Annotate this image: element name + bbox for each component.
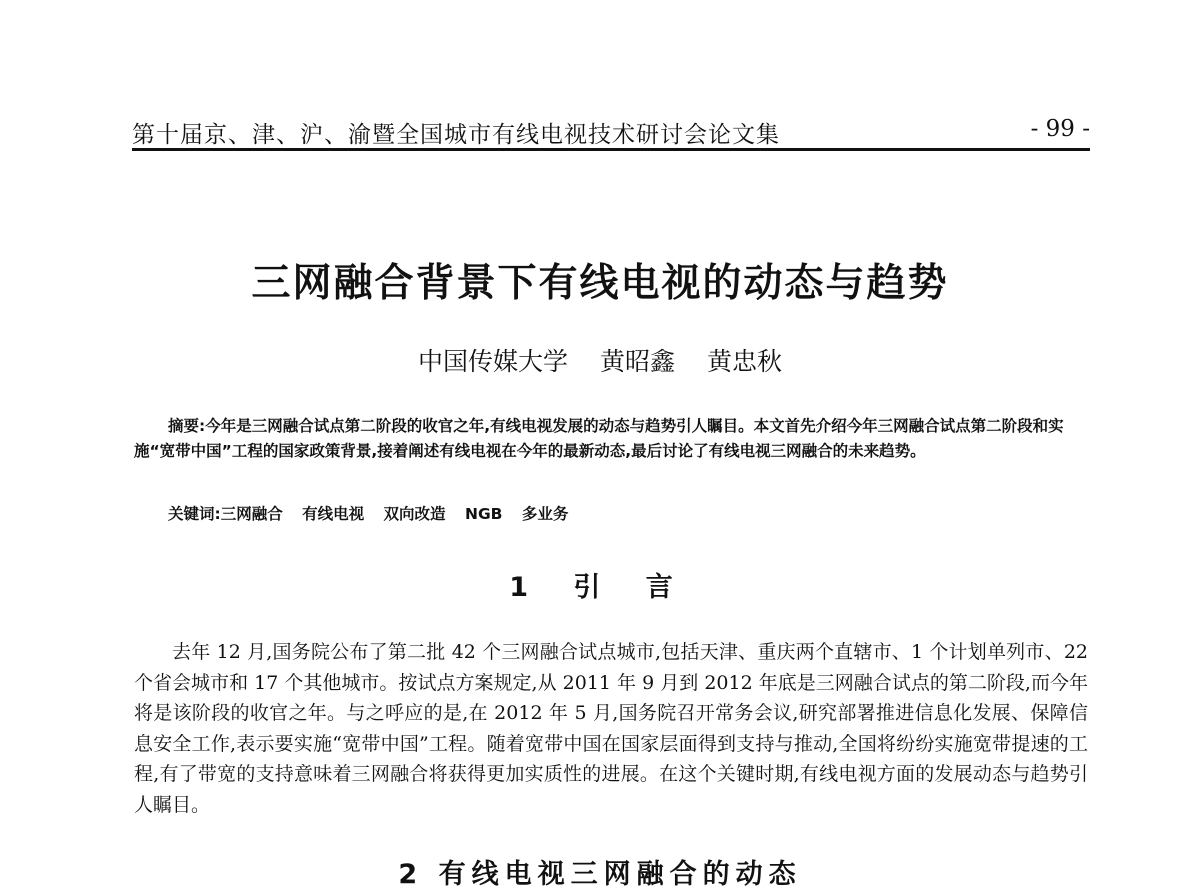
page-number: - 99 -: [1030, 116, 1090, 142]
proceedings-title: 第十届京、津、沪、渝暨全国城市有线电视技术研讨会论文集: [132, 122, 780, 148]
keywords: [168, 502, 1084, 524]
author-name: 黄忠秋: [706, 347, 782, 376]
body-paragraph: 去年 12 月,国务院公布了第二批 42 个三网融合试点城市,包括天津、重庆两个直辖市、1 个计划单列市、22 个省会城市和 17 个其他城市。按试点方案规定,从 2011 年 9 月到 2012 年底是三网融合试点的第二阶段,而今年将是该阶段的收官之年。与之呼应的是,在 2012 年 5 月,国务院召开常务会议,研究部署推进信息化发展、保障信息安全工作,表示要实施“宽带中国”工程。随着宽带中国在国家层面得到支持与推动,全国将纷纷实施宽带提速的工程,有了带宽的支持意味着三网融合将获得更加实质性的进展。在这个关键时期,有线电视方面的发展动态与趋势引人瞩目。: [134, 641, 1088, 816]
author-name: 黄昭鑫: [599, 347, 675, 376]
keyword: 双向改造: [383, 505, 446, 523]
keywords-label: 关键词:: [168, 505, 221, 523]
keyword: 有线电视: [302, 505, 365, 523]
keyword: NGB: [464, 505, 503, 523]
running-header: [132, 112, 1090, 151]
keyword: 多业务: [521, 505, 569, 523]
affiliation: 中国传媒大学: [418, 347, 569, 376]
abstract: 摘要:今年是三网融合试点第二阶段的收官之年,有线电视发展的动态与趋势引人瞩目。本文首先介绍今年三网融合试点第二阶段和实施“宽带中国”工程的国家政策背景,接着阐述有线电视在今年的最新动态,最后讨论了有线电视三网融合的未来趋势。: [134, 417, 1064, 460]
byline: [0, 342, 1200, 378]
paper-title: 三网融合背景下有线电视的动态与趋势: [251, 261, 949, 306]
keyword: 三网融合: [220, 505, 283, 523]
section-heading-introduction: 1 引 言: [509, 572, 691, 603]
section-heading-dynamics: 2 有线电视三网融合的动态: [398, 859, 802, 890]
